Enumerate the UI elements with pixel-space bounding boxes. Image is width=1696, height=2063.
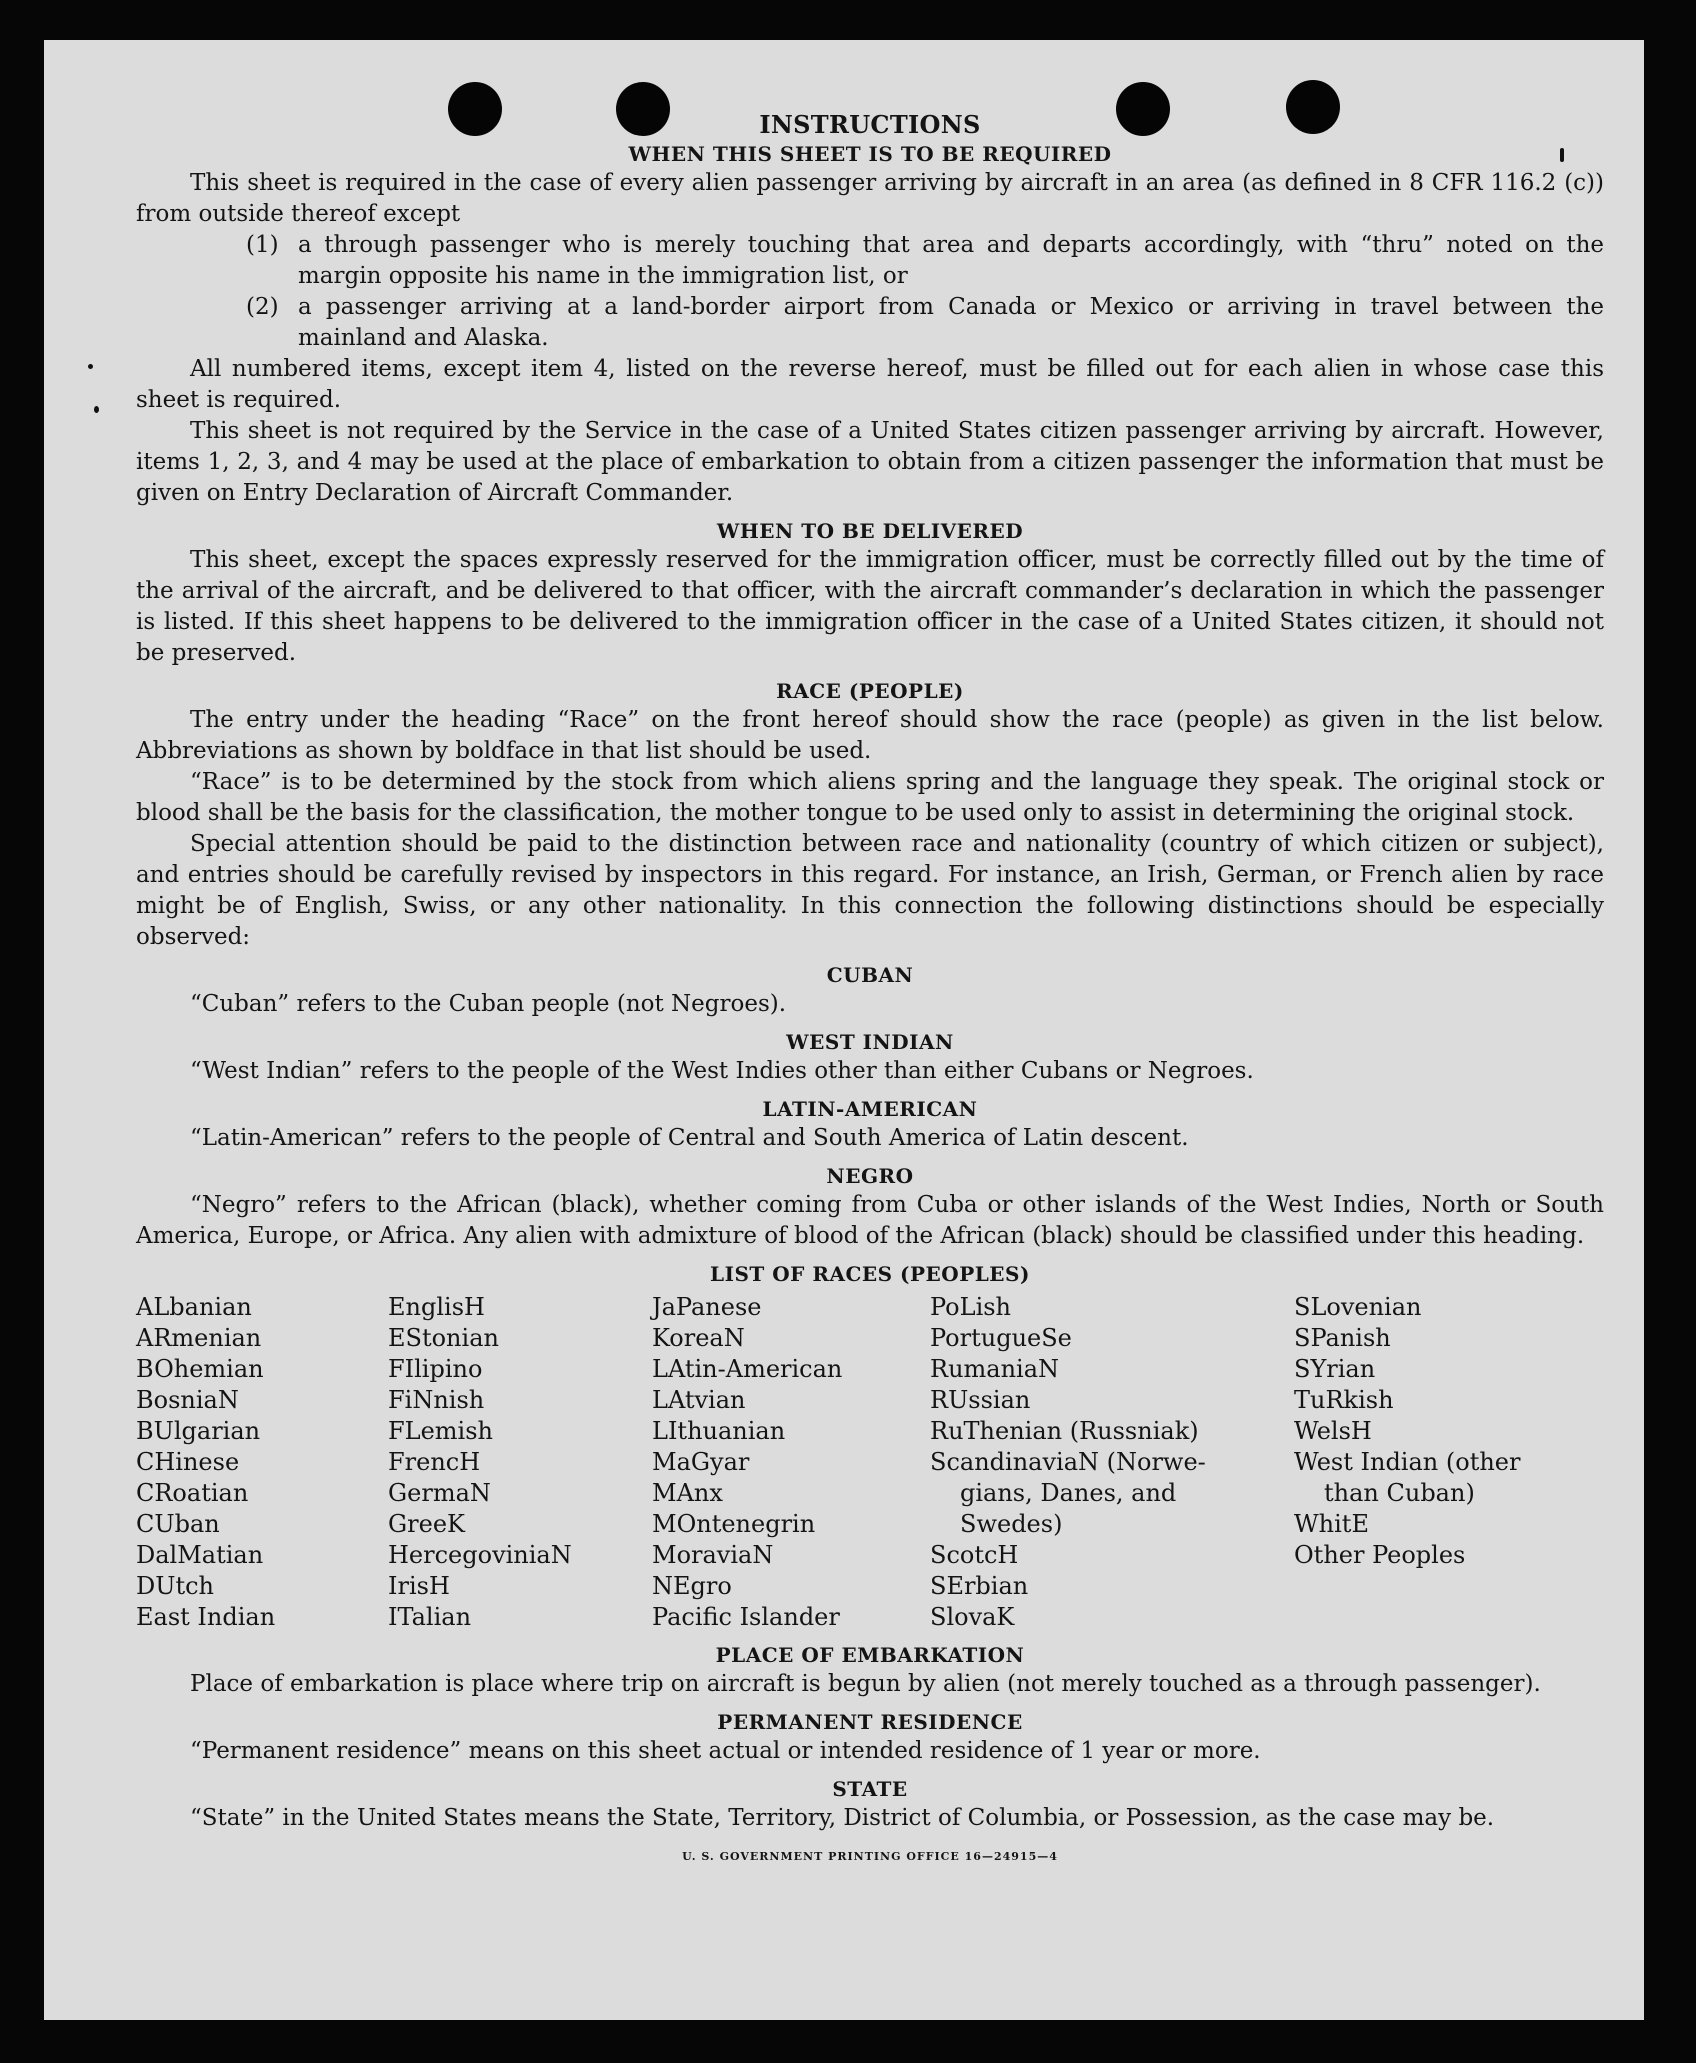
race-entry: KoreaN [652, 1324, 745, 1352]
section [136, 140, 1604, 509]
exception-item [136, 292, 1604, 354]
race-entry: MAnx [652, 1479, 723, 1507]
race-entry: ARmenian [136, 1324, 262, 1352]
race-column [930, 1292, 1294, 1633]
section-heading: RACE (PEOPLE) [776, 679, 964, 703]
race-entry: than Cuban) [1324, 1479, 1475, 1507]
race-entry: Swedes) [960, 1510, 1063, 1538]
section [136, 1095, 1604, 1154]
section-heading: NEGRO [826, 1164, 914, 1188]
section-paragraph: This sheet, except the spaces expressly reserved for the immigration officer, must be correctly filled out by the time of the arrival of the aircraft, and be delivered to that officer, with the aircraft commander’s declaration in which the passenger is listed. If this sheet happens to be delivered to the immigration officer in the case of a United States citizen, it should not be preserved. [136, 547, 1604, 666]
race-entry: FrencH [388, 1448, 481, 1476]
race-entry: DalMatian [136, 1541, 264, 1569]
document-sheet [44, 40, 1644, 2020]
early-sections [136, 140, 1604, 1252]
section-paragraph: All numbered items, except item 4, listed on the reverse hereof, must be filled out for each alien in whose case this sheet is required. [136, 356, 1604, 413]
race-entry: MOntenegrin [652, 1510, 816, 1538]
section-heading: LATIN-AMERICAN [762, 1097, 978, 1121]
race-column [388, 1292, 652, 1633]
race-entry: PortugueSe [930, 1324, 1072, 1352]
section-heading: PERMANENT RESIDENCE [717, 1710, 1023, 1734]
section-paragraph: The entry under the heading “Race” on the front hereof should show the race (people) as given in the list below. Abbreviations as shown by boldface in that list should be used. [136, 707, 1604, 764]
race-entry: CUban [136, 1510, 220, 1538]
race-entry: TuRkish [1294, 1386, 1394, 1414]
race-entry: MoraviaN [652, 1541, 774, 1569]
race-entry: Other Peoples [1294, 1541, 1466, 1569]
race-entry: ScotcH [930, 1541, 1019, 1569]
race-entry: EnglisH [388, 1293, 485, 1321]
section [136, 1708, 1604, 1767]
section-paragraph: Special attention should be paid to the distinction between race and nationality (country of which citizen or subject), and entries should be carefully revised by inspectors in this regard. For instance, an Irish, German, or French alien by race might be of English, Swiss, or any other nationality. In this connection the following distinctions should be especially observed: [136, 831, 1604, 950]
race-entry: LIthuanian [652, 1417, 786, 1445]
late-sections [136, 1641, 1604, 1834]
race-entry: RUssian [930, 1386, 1031, 1414]
race-entry: MaGyar [652, 1448, 750, 1476]
section-paragraph: “State” in the United States means the State, Territory, District of Columbia, or Possession, as the case may be. [190, 1805, 1495, 1831]
race-entry: LAtvian [652, 1386, 746, 1414]
section-paragraph: Place of embarkation is place where trip on aircraft is begun by alien (not merely touched as a through passenger). [190, 1671, 1541, 1697]
section-heading: WEST INDIAN [786, 1030, 954, 1054]
race-entry: ITalian [388, 1603, 472, 1631]
section-heading: CUBAN [826, 963, 914, 987]
race-column [652, 1292, 930, 1633]
race-entry: SErbian [930, 1572, 1029, 1600]
race-entry: FIlipino [388, 1355, 483, 1383]
race-entry: SYrian [1294, 1355, 1376, 1383]
races-heading: LIST OF RACES (PEOPLES) [710, 1262, 1030, 1286]
item-text: a passenger arriving at a land-border airport from Canada or Mexico or arriving in travel between the mainland and Alaska. [298, 294, 1604, 351]
race-entry: GermaN [388, 1479, 491, 1507]
section-paragraph: This sheet is not required by the Service in the case of a United States citizen passenger arriving by aircraft. However, items 1, 2, 3, and 4 may be used at the place of embarkation to obtain from a citizen passenger the information that must be given on Entry Declaration of Aircraft Commander. [136, 418, 1604, 506]
race-entry: LAtin-American [652, 1355, 843, 1383]
race-entry: HercegoviniaN [388, 1541, 572, 1569]
section [136, 517, 1604, 669]
race-entry: gians, Danes, and [960, 1479, 1177, 1507]
race-entry: CRoatian [136, 1479, 249, 1507]
section [136, 1162, 1604, 1252]
race-entry: EStonian [388, 1324, 499, 1352]
page-title: INSTRUCTIONS [759, 110, 981, 139]
speck [88, 364, 93, 369]
race-entry: SlovaK [930, 1603, 1015, 1631]
race-entry: GreeK [388, 1510, 465, 1538]
section-heading: WHEN THIS SHEET IS TO BE REQUIRED [628, 142, 1112, 166]
race-entry: BOhemian [136, 1355, 264, 1383]
race-entry: RumaniaN [930, 1355, 1060, 1383]
section [136, 1641, 1604, 1700]
item-number: (2) [246, 294, 279, 320]
race-column [136, 1292, 388, 1633]
race-entry: WelsH [1294, 1417, 1372, 1445]
section-paragraph: “Negro” refers to the African (black), whether coming from Cuba or other islands of the West Indies, North or South America, Europe, or Africa. Any alien with admixture of blood of the African (black) should be classified under this heading. [136, 1192, 1604, 1249]
section [136, 677, 1604, 953]
speck [94, 406, 99, 413]
instructions-content [136, 104, 1604, 1864]
race-entry: ALbanian [136, 1293, 252, 1321]
race-entry: BUlgarian [136, 1417, 261, 1445]
section [136, 1028, 1604, 1087]
section-paragraph: “Cuban” refers to the Cuban people (not Negroes). [190, 991, 787, 1017]
section-intro: This sheet is required in the case of every alien passenger arriving by aircraft in an area (as defined in 8 CFR 116.2 (c)) from outside thereof except [136, 170, 1604, 227]
printing-office-footer: U. S. GOVERNMENT PRINTING OFFICE 16—24915—4 [682, 1850, 1058, 1863]
section [136, 1775, 1604, 1834]
section-heading: WHEN TO BE DELIVERED [716, 519, 1024, 543]
race-entry: West Indian (other [1294, 1448, 1521, 1476]
race-entry: East Indian [136, 1603, 276, 1631]
section-heading: PLACE OF EMBARKATION [715, 1643, 1025, 1667]
section-paragraph: “West Indian” refers to the people of the West Indies other than either Cubans or Negroes. [190, 1058, 1254, 1084]
race-entry: DUtch [136, 1572, 215, 1600]
section-heading: STATE [832, 1777, 908, 1801]
race-entry: IrisH [388, 1572, 450, 1600]
race-entry: SPanish [1294, 1324, 1391, 1352]
race-entry: NEgro [652, 1572, 732, 1600]
race-entry: CHinese [136, 1448, 240, 1476]
race-entry: ScandinaviaN (Norwe- [930, 1448, 1206, 1476]
race-entry: JaPanese [652, 1293, 762, 1321]
race-entry: BosniaN [136, 1386, 239, 1414]
section [136, 961, 1604, 1020]
race-entry: WhitE [1294, 1510, 1369, 1538]
race-entry: FiNnish [388, 1386, 485, 1414]
item-text: a through passenger who is merely touching that area and departs accordingly, with “thru” noted on the margin opposite his name in the immigration list, or [298, 232, 1604, 289]
race-entry: FLemish [388, 1417, 493, 1445]
item-number: (1) [246, 232, 279, 258]
exception-item [136, 230, 1604, 292]
race-column [1294, 1292, 1604, 1633]
section-paragraph: “Permanent residence” means on this sheet actual or intended residence of 1 year or more. [190, 1738, 1261, 1764]
section-paragraph: “Race” is to be determined by the stock from which aliens spring and the language they speak. The original stock or blood shall be the basis for the classification, the mother tongue to be used only to assist in determining the original stock. [136, 769, 1604, 826]
race-list [136, 1292, 1604, 1633]
race-entry: Pacific Islander [652, 1603, 840, 1631]
section-paragraph: “Latin-American” refers to the people of Central and South America of Latin descent. [190, 1125, 1189, 1151]
race-entry: SLovenian [1294, 1293, 1422, 1321]
race-entry: PoLish [930, 1293, 1012, 1321]
race-entry: RuThenian (Russniak) [930, 1417, 1199, 1445]
